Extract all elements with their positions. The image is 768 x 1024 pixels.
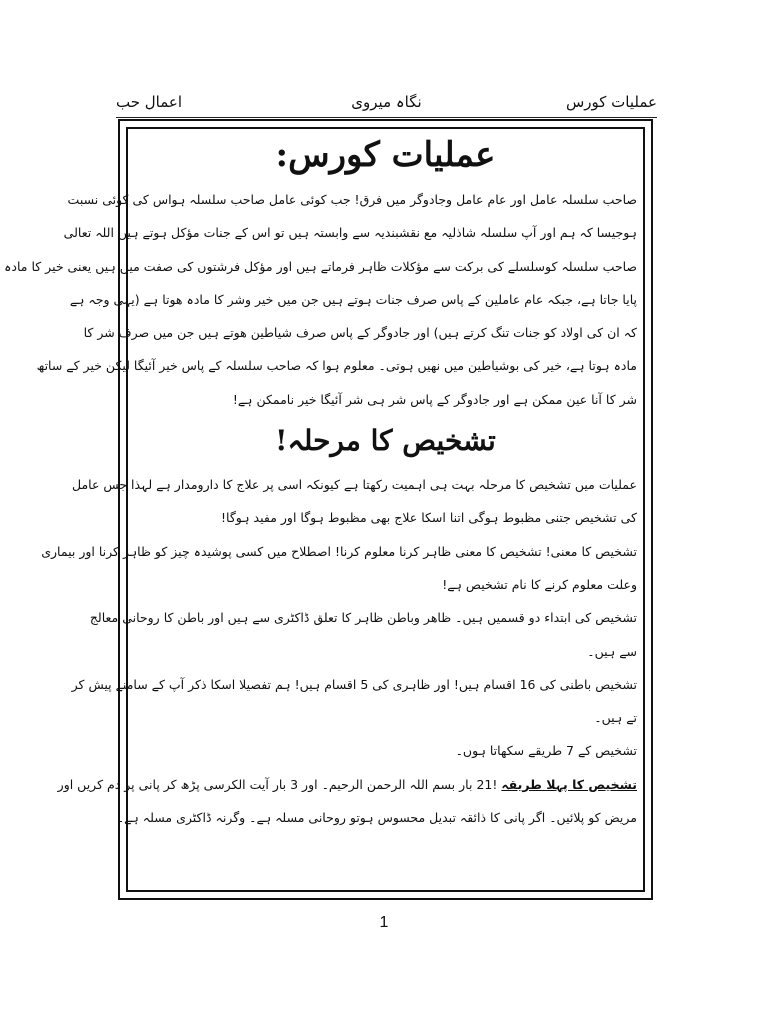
text-line: تے ہیں۔ [594, 710, 637, 726]
text-line: صاحب سلسلہ کوسلسلے کی برکت سے مؤکلات ظاہر فرماتے ہیں اور مؤکل فرشتوں کی صفت میں ہیں یعنی خیر کا مادہ [4, 258, 637, 274]
text-line: پایا جاتا ہے، جبکہ عام عاملین کے پاس صرف جنات ہوتے ہیں جن میں خیر وشر کا مادہ ھوتا ہے (یہی وجہ ہے [69, 291, 637, 307]
text-line: صاحب سلسلہ عامل اور عام عامل وجادوگر میں فرق! جب کوئی عامل صاحب سلسلہ ہواس کی کوئی نسبت [67, 192, 637, 207]
text-line: سے ہیں۔ [587, 643, 637, 659]
header-author: نگاہ میروی [351, 93, 422, 111]
text-line: کہ ان کی اولاد کو جنات تنگ کرتے ہیں) اور جادوگر کے پاس صرف شیاطین ھوتے ہیں جن میں صرف شر کا [83, 325, 637, 341]
method-line [57, 768, 637, 801]
text-line: ہوجیسا کہ ہم اور آپ سلسلہ شاذلیہ مع نقشبندیہ سے وابستہ ہیں تو اس کے جنات مؤکل ہوتے ہیں اللہ تعالی [63, 225, 637, 241]
page-title: عملیات کورس: [275, 135, 496, 175]
section-heading: تشخیص کا مرحلہ! [275, 424, 496, 458]
diagnosis-section [41, 468, 637, 834]
text-line: تشخیص باطنی کی 16 اقسام ہیں! اور ظاہری کی 5 اقسام ہیں! ہم تفصیلا اسکا ذکر آپ کے سامنے پیش کر [71, 676, 637, 692]
header-divider [116, 117, 657, 118]
page-number: 1 [379, 914, 389, 931]
text-line: کی تشخیص جتنی مظبوط ہوگی اتنا اسکا علاج بھی مظبوط ہوگا اور مفید ہوگا! [221, 510, 637, 526]
text-line: تشخیص کے 7 طریقے سکھاتا ہوں۔ [455, 743, 637, 759]
text-line: مادہ ہوتا ہے، خیر کی بوشیاطین میں نھیں ہوتی۔ معلوم ہوا کہ صاحب سلسلہ کے پاس خیر آئیگا لیکن خیر کے ساتھ [36, 358, 637, 374]
method-label: تشخیص کا پہلا طریقہ [501, 776, 637, 792]
method-text: !21 بار بسم اللہ الرحمن الرحیم۔ اور 3 بار آیت الکرسی پڑھ کر پانی پر دم کریں اور [57, 776, 502, 792]
page-header [116, 88, 657, 116]
text-line: شر کا آنا عین ممکن ہے اور جادوگر کے پاس شر ہی شر آئیگا خیر ناممکن ہے! [232, 391, 637, 407]
text-line: تشخیص کا معنی! تشخیص کا معنی ظاہر کرنا معلوم کرنا! اصطلاح میں کسی پوشیدہ چیز کو ظاہر کرنا اور بیماری [41, 543, 637, 559]
text-line: عملیات میں تشخیص کا مرحلہ بہت ہی اہمیت رکھتا ہے کیونکہ اسی پر علاج کا دارومدار ہے لہذا جس عامل [71, 477, 637, 493]
intro-paragraph [4, 183, 637, 416]
header-book-title: عملیات کورس [565, 93, 657, 111]
text-line: وعلت معلوم کرنے کا نام تشخیص ہے! [442, 576, 637, 592]
header-chapter: اعمال حب [116, 93, 183, 111]
text-line: تشخیص کی ابتداء دو قسمیں ہیں۔ ظاھر وباطن ظاہر کا تعلق ڈاکٹری سے ہیں اور باطن کا روحانی معالج [89, 610, 637, 626]
page-content [4, 131, 637, 834]
text-line: مریض کو پلائیں۔ اگر پانی کا ذائقہ تبدیل محسوس ہوتو روحانی مسلہ ہے۔ وگرنہ ڈاکٹری مسلہ ہے۔ [116, 810, 637, 826]
